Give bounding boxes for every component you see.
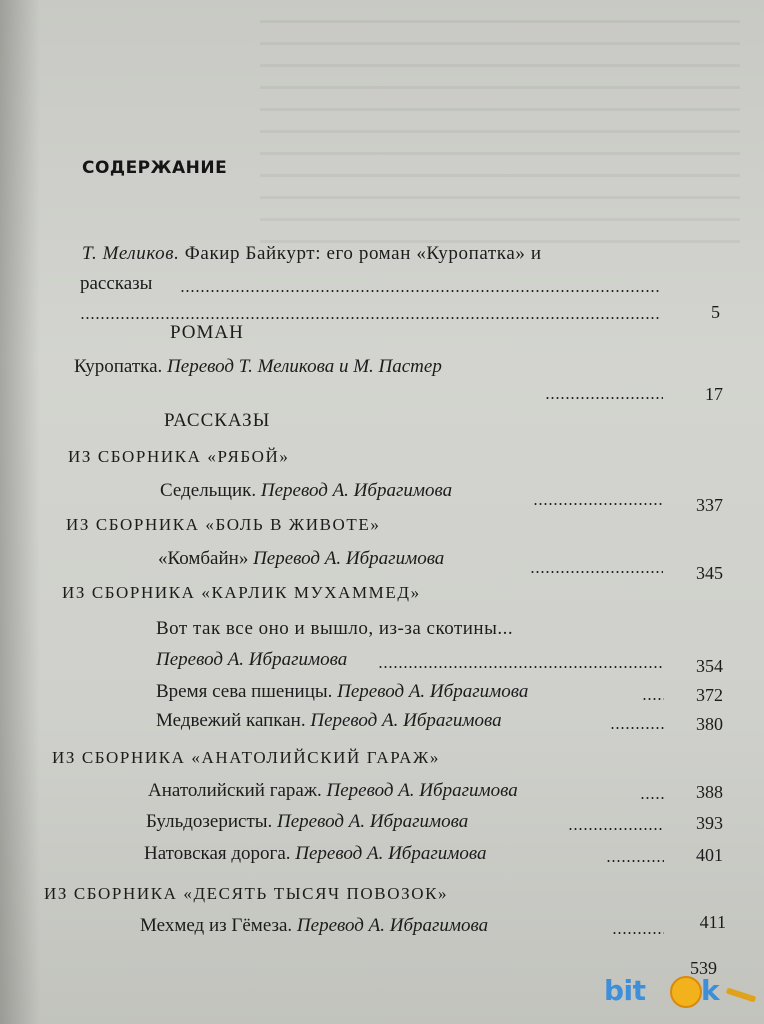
novel-translator: Перевод Т. Меликова и М. Пастер xyxy=(167,356,442,377)
collection-heading: ИЗ СБОРНИКА «РЯБОЙ» xyxy=(68,447,290,466)
story-dot-leader xyxy=(533,503,663,505)
watermark-text: bit xyxy=(604,974,646,1007)
story-dot-leader xyxy=(606,860,664,862)
stories-section-heading: РАССКАЗЫ xyxy=(164,410,271,431)
intro-author: Т. Меликов. xyxy=(82,243,180,264)
contents-heading: СОДЕРЖАНИЕ xyxy=(82,158,228,178)
story-page: 345 xyxy=(696,563,723,583)
novel-title: Куропатка. xyxy=(74,356,163,377)
story-page: 393 xyxy=(696,813,723,833)
story-title: Бульдозеристы. xyxy=(146,811,273,832)
story-entry xyxy=(144,843,487,865)
story-title: Медвежий капкан. xyxy=(156,710,306,731)
story-entry xyxy=(156,681,528,703)
story-translator: Перевод А. Ибрагимова xyxy=(277,811,469,832)
novel-page: 17 xyxy=(705,384,723,404)
bitok-watermark xyxy=(604,972,754,1012)
intro-entry-line1 xyxy=(82,243,542,265)
story-title: Время сева пшеницы. xyxy=(156,681,333,702)
story-title-line1: Вот так все оно и вышло, из-за скотины... xyxy=(156,618,514,639)
story-page: 401 xyxy=(696,845,723,865)
story-page: 354 xyxy=(696,656,723,676)
story-title: «Комбайн» xyxy=(158,548,249,569)
novel-dot-leader xyxy=(545,397,663,399)
intro-dot-leader xyxy=(180,290,660,292)
collection-heading: ИЗ СБОРНИКА «АНАТОЛИЙСКИЙ ГАРАЖ» xyxy=(52,748,440,767)
story-entry xyxy=(160,480,452,502)
story-translator: Перевод А. Ибрагимова xyxy=(295,843,487,864)
story-entry xyxy=(140,915,488,937)
story-dot-leader xyxy=(530,571,663,573)
story-entry xyxy=(146,811,468,833)
story-dot-leader xyxy=(610,727,664,729)
story-title: Анатолийский гараж. xyxy=(148,780,322,801)
intro-title-line2: рассказы xyxy=(80,273,153,294)
story-translator: Перевод А. Ибрагимова xyxy=(260,480,453,501)
story-entry xyxy=(158,548,444,570)
story-page: 388 xyxy=(696,782,723,802)
intro-page: 5 xyxy=(711,302,720,322)
story-title: Мехмед из Гёмеза. xyxy=(140,915,293,936)
collection-heading: ИЗ СБОРНИКА «КАРЛИК МУХАММЕД» xyxy=(62,583,421,602)
novel-section-heading: РОМАН xyxy=(170,322,244,343)
intro-title-line1: Факир Байкурт: его роман «Куропатка» и xyxy=(184,243,542,264)
show-through-text xyxy=(260,20,740,250)
story-page: 372 xyxy=(696,685,723,705)
coin-icon xyxy=(670,976,702,1008)
story-dot-leader xyxy=(640,797,664,799)
story-dot-leader xyxy=(642,698,664,700)
story-translator: Перевод А. Ибрагимова xyxy=(253,548,445,569)
story-translator: Перевод А. Ибрагимова xyxy=(337,681,529,702)
story-entry xyxy=(156,710,502,732)
novel-entry xyxy=(74,356,442,378)
collection-heading: ИЗ СБОРНИКА «БОЛЬ В ЖИВОТЕ» xyxy=(66,515,381,534)
story-title: Натовская дорога. xyxy=(144,843,291,864)
story-translator: Перевод А. Ибрагимова xyxy=(156,649,348,670)
story-page: 380 xyxy=(696,714,723,734)
collection-heading: ИЗ СБОРНИКА «ДЕСЯТЬ ТЫСЯЧ ПОВОЗОК» xyxy=(44,884,449,903)
intro-dot-leader-2 xyxy=(80,317,660,319)
watermark-text-end: k xyxy=(701,974,720,1007)
story-page: 411 xyxy=(699,912,726,932)
story-translator: Перевод А. Ибрагимова xyxy=(326,780,518,801)
hammer-icon xyxy=(726,988,756,1003)
story-entry xyxy=(148,780,518,802)
story-translator: Перевод А. Ибрагимова xyxy=(296,915,489,936)
story-title: Седельщик. xyxy=(160,480,257,501)
page-number: 539 xyxy=(690,958,717,978)
page-edge-shadow xyxy=(0,0,40,1024)
story-translator: Перевод А. Ибрагимова xyxy=(310,710,502,731)
story-dot-leader xyxy=(612,932,664,934)
story-dot-leader xyxy=(568,828,664,830)
story-dot-leader xyxy=(378,666,663,668)
story-page: 337 xyxy=(696,495,723,515)
